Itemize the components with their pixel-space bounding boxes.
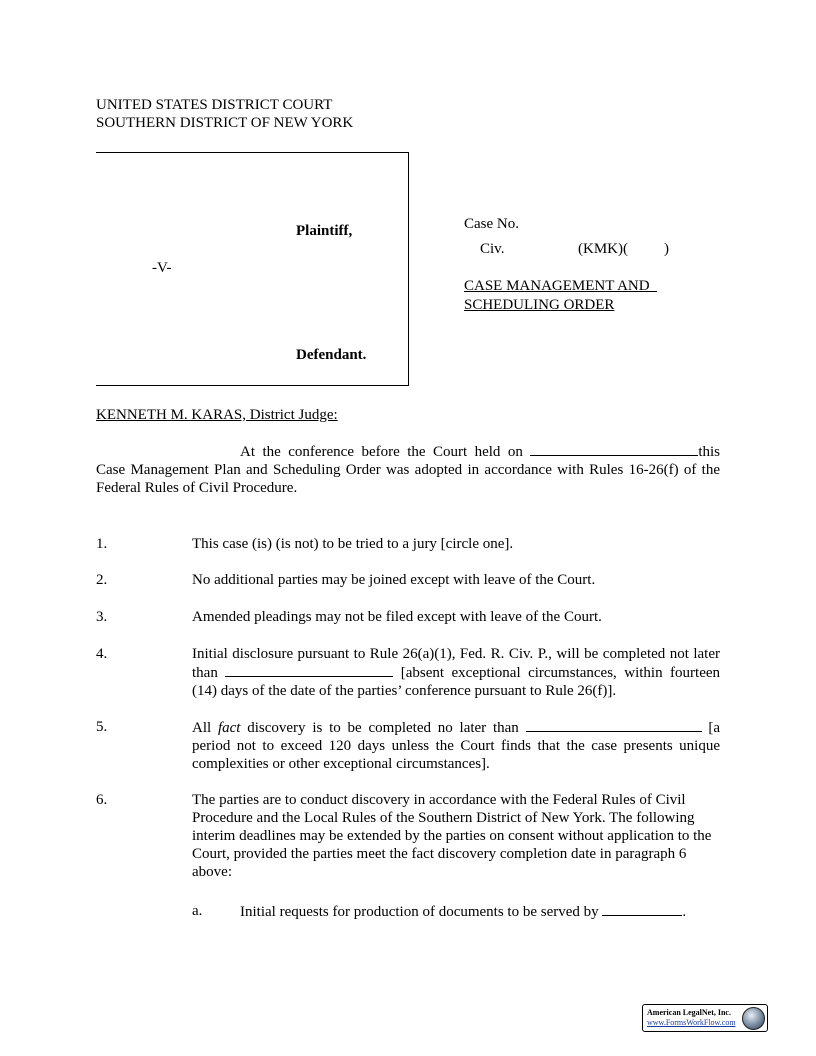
- item-text: This case (is) (is not) to be tried to a jury [circle one].: [192, 536, 514, 552]
- conference-date-blank[interactable]: [530, 442, 698, 456]
- intro-text-2: this Case Management Plan and Scheduling Order was adopted in accordance with Rules 16-26(f) of the Federal Rules of Civil Procedure.: [96, 444, 720, 496]
- footer-brand: American LegalNet, Inc.: [647, 1008, 731, 1017]
- order-title-line1: CASE MANAGEMENT AND: [464, 278, 650, 294]
- item-text-fact-discovery: All fact discovery is to be completed no later than [a period not to exceed 120 days unless the Court finds that the case presents unique complexities or other exceptional circumstances].: [192, 720, 721, 772]
- item-number: 2.: [96, 572, 108, 588]
- judge-heading: KENNETH M. KARAS, District Judge:: [96, 407, 338, 423]
- item-number: 3.: [96, 609, 108, 625]
- footer-logo: [642, 1004, 768, 1032]
- item-text: Amended pleadings may not be filed except with leave of the Court.: [192, 609, 602, 625]
- item-number: 1.: [96, 536, 108, 552]
- defendant-label: Defendant.: [296, 347, 367, 363]
- initial-disclosure-date-blank[interactable]: [225, 663, 393, 677]
- item-text: No additional parties may be joined except with leave of the Court.: [192, 572, 596, 588]
- versus-label: -V-: [152, 260, 172, 276]
- item-text: The parties are to conduct discovery in accordance with the Federal Rules of Civil Procedure and the Local Rules of the Southern District of New York. The following interim deadlines may be extended by the parties on consent without application to the Court, provided the parties meet the fact discovery completion date in paragraph 6 above:: [192, 792, 712, 880]
- case-no-label: Case No.: [464, 216, 519, 232]
- kmk-close: ): [664, 241, 669, 257]
- document-requests-date-blank[interactable]: [602, 902, 682, 916]
- order-title-line2: SCHEDULING ORDER: [464, 297, 615, 313]
- intro-text-1: At the conference before the Court held on: [240, 444, 523, 460]
- court-name: UNITED STATES DISTRICT COURT: [96, 97, 333, 113]
- item-number: 6.: [96, 792, 108, 808]
- subitem-letter: a.: [192, 903, 203, 919]
- kmk-label: (KMK)(: [578, 241, 628, 257]
- item-text-initial-disclosure: Initial disclosure pursuant to Rule 26(a)(1), Fed. R. Civ. P., will be completed not later than [absent exceptional circumstances, within fourteen (14) days of the date of the parties’ conference pursuant to Rule 26(f)].: [192, 646, 721, 699]
- footer-url[interactable]: www.FormsWorkFlow.com: [647, 1018, 736, 1027]
- civ-label: Civ.: [480, 241, 505, 257]
- fact-discovery-date-blank[interactable]: [526, 718, 702, 732]
- intro-paragraph: [96, 442, 720, 497]
- subitem-text: Initial requests for production of documents to be served by .: [240, 904, 687, 920]
- item-number: 5.: [96, 719, 108, 735]
- item-number: 4.: [96, 646, 108, 662]
- plaintiff-label: Plaintiff,: [296, 223, 353, 239]
- court-district: SOUTHERN DISTRICT OF NEW YORK: [96, 115, 354, 131]
- globe-icon: [742, 1007, 765, 1030]
